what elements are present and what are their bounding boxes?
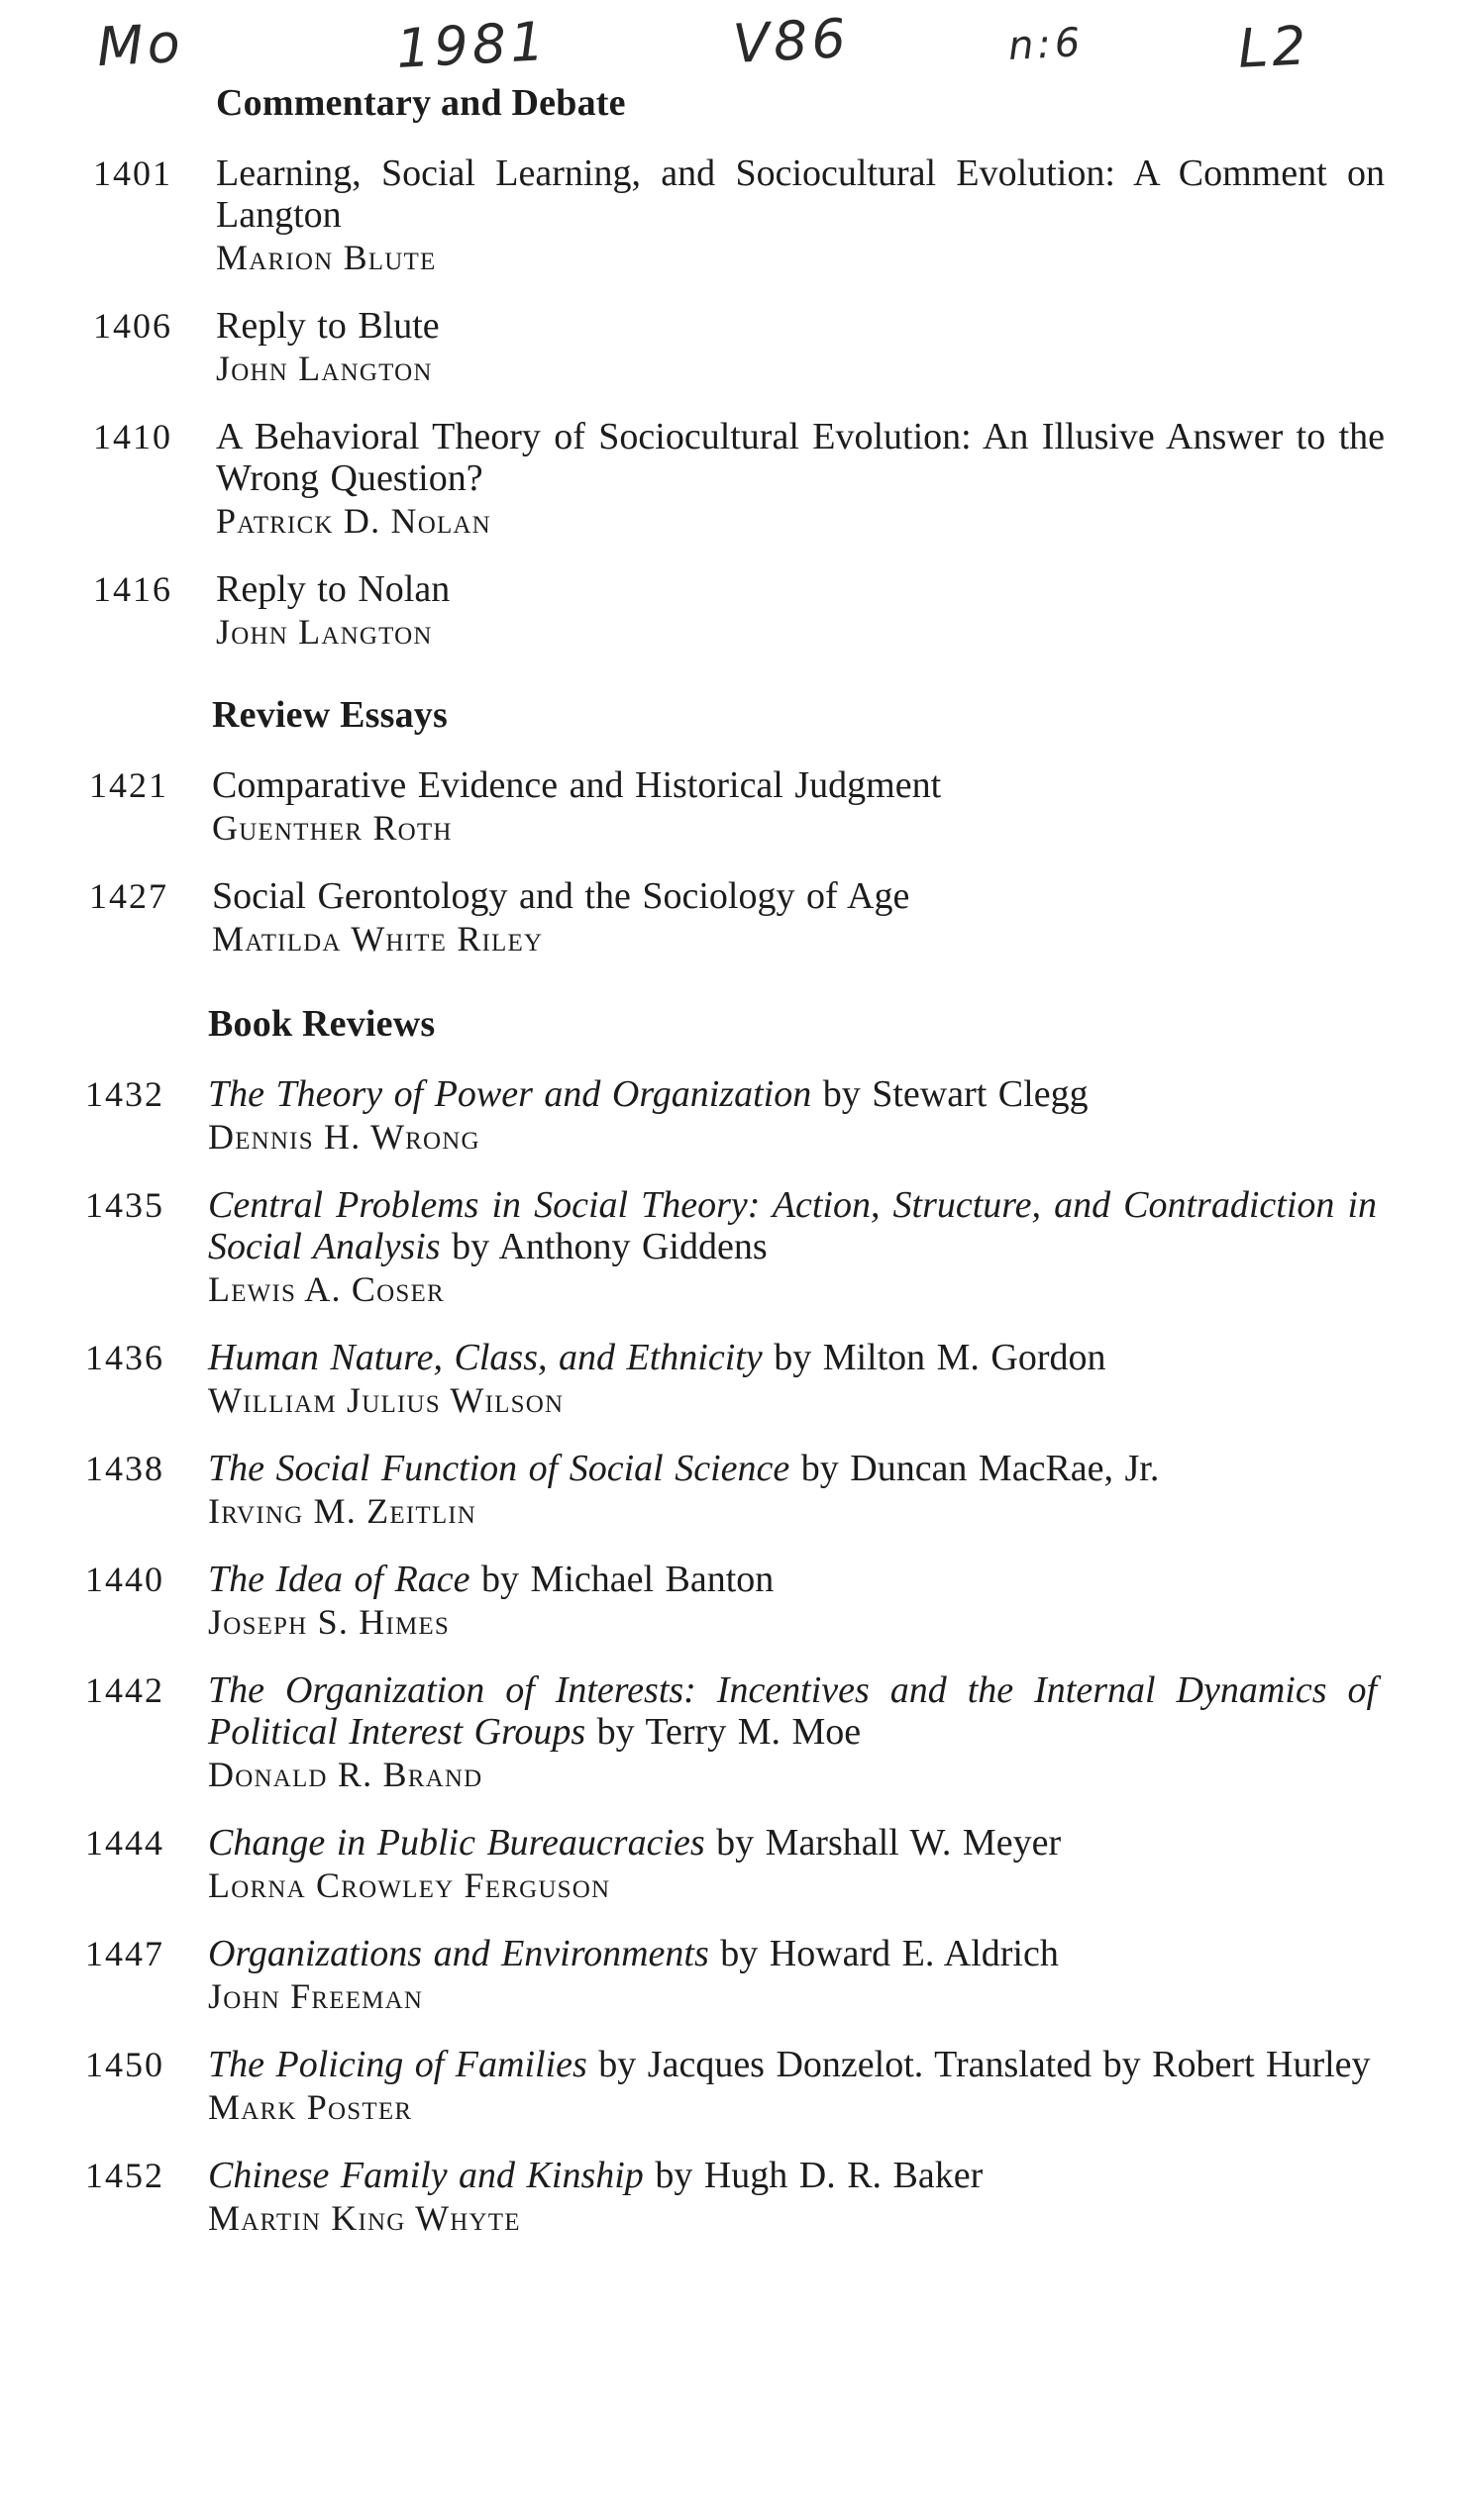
article-author: Patrick D. Nolan bbox=[216, 501, 491, 541]
section-book-reviews bbox=[61, 1002, 1397, 2240]
table-of-contents bbox=[69, 81, 1397, 2266]
book-title: The Social Function of Social Science bbox=[208, 1448, 790, 1489]
article-author: John Langton bbox=[216, 612, 433, 652]
reviewer-name: Martin King Whyte bbox=[208, 2198, 521, 2238]
toc-entry bbox=[61, 2155, 1397, 2240]
reviewer-name: Dennis H. Wrong bbox=[208, 1117, 480, 1157]
book-title: The Idea of Race bbox=[208, 1559, 470, 1600]
handwritten-note: Mo bbox=[95, 11, 186, 79]
book-author: by Howard E. Aldrich bbox=[708, 1933, 1059, 1974]
handwritten-note: 1981 bbox=[394, 10, 550, 80]
review-title bbox=[208, 1822, 1377, 1864]
review-title bbox=[208, 2044, 1377, 2085]
section-commentary-and-debate bbox=[69, 81, 1397, 654]
page-number: 1421 bbox=[89, 765, 168, 805]
reviewer-name: Joseph S. Himes bbox=[208, 1602, 450, 1642]
review-title bbox=[208, 1073, 1377, 1115]
toc-entry bbox=[69, 152, 1397, 279]
review-title bbox=[208, 2155, 1377, 2196]
toc-entry bbox=[69, 416, 1397, 543]
article-title: Comparative Evidence and Historical Judgment bbox=[212, 764, 942, 806]
toc-entry bbox=[61, 1448, 1397, 1533]
section-heading: Commentary and Debate bbox=[216, 82, 626, 124]
page-number: 1401 bbox=[93, 153, 172, 193]
page-number: 1416 bbox=[93, 569, 172, 609]
reviewer-name: John Freeman bbox=[208, 1976, 424, 2016]
handwritten-note: n:6 bbox=[1006, 20, 1086, 69]
book-title: Organizations and Environments bbox=[208, 1933, 709, 1974]
reviewer-name: Irving M. Zeitlin bbox=[208, 1491, 477, 1531]
book-title: The Policing of Families bbox=[208, 2044, 587, 2085]
article-author: Matilda White Riley bbox=[212, 919, 544, 958]
book-title: The Organization of Interests: Incentives and the Internal Dynamics of Political Interest Groups bbox=[208, 1669, 1377, 1753]
review-title bbox=[208, 1184, 1377, 1267]
reviewer-name: Lewis A. Coser bbox=[208, 1269, 445, 1309]
review-title bbox=[208, 1933, 1377, 1974]
article-author: John Langton bbox=[216, 349, 433, 388]
toc-entry bbox=[61, 1669, 1397, 1796]
book-title: Human Nature, Class, and Ethnicity bbox=[208, 1337, 763, 1378]
section-heading: Review Essays bbox=[212, 694, 448, 736]
page-number: 1435 bbox=[85, 1185, 164, 1225]
reviewer-name: Lorna Crowley Ferguson bbox=[208, 1865, 611, 1905]
section-review-essays bbox=[65, 693, 1397, 960]
toc-entry bbox=[61, 2044, 1397, 2129]
handwritten-note: L2 bbox=[1236, 14, 1312, 80]
toc-entry bbox=[61, 1337, 1397, 1422]
reviewer-name: William Julius Wilson bbox=[208, 1380, 565, 1420]
toc-entry bbox=[61, 1933, 1397, 2018]
toc-entry bbox=[65, 764, 1397, 850]
toc-entry bbox=[61, 1559, 1397, 1644]
article-title: Reply to Blute bbox=[216, 305, 440, 347]
toc-entry bbox=[69, 568, 1397, 654]
toc-entry bbox=[69, 305, 1397, 390]
review-title bbox=[208, 1448, 1377, 1489]
article-title: A Behavioral Theory of Sociocultural Evolution: An Illusive Answer to the Wrong Question? bbox=[216, 416, 1385, 499]
handwritten-note: V86 bbox=[731, 6, 852, 76]
section-heading: Book Reviews bbox=[208, 1003, 436, 1045]
page-number: 1447 bbox=[85, 1934, 164, 1973]
book-author: by Terry M. Moe bbox=[585, 1711, 862, 1753]
reviewer-name: Donald R. Brand bbox=[208, 1755, 483, 1794]
book-author: by Stewart Clegg bbox=[811, 1073, 1089, 1115]
article-author: Marion Blute bbox=[216, 238, 437, 277]
article-title: Reply to Nolan bbox=[216, 568, 451, 610]
book-author: by Milton M. Gordon bbox=[762, 1337, 1106, 1378]
page-number: 1436 bbox=[85, 1338, 164, 1377]
toc-entry bbox=[61, 1184, 1397, 1311]
page-number: 1427 bbox=[89, 876, 168, 916]
page-number: 1440 bbox=[85, 1560, 164, 1599]
page-number: 1438 bbox=[85, 1449, 164, 1488]
page-number: 1452 bbox=[85, 2156, 164, 2195]
review-title bbox=[208, 1337, 1377, 1378]
article-title: Social Gerontology and the Sociology of Age bbox=[212, 875, 910, 917]
book-author: by Anthony Giddens bbox=[440, 1226, 768, 1267]
page-number: 1442 bbox=[85, 1670, 164, 1710]
toc-entry bbox=[61, 1822, 1397, 1907]
review-title bbox=[208, 1669, 1377, 1753]
review-title bbox=[208, 1559, 1377, 1600]
book-author: by Hugh D. R. Baker bbox=[643, 2155, 984, 2196]
book-title: Central Problems in Social Theory: Action, Structure, and Contradiction in Social Analysis bbox=[208, 1184, 1377, 1267]
page-number: 1410 bbox=[93, 417, 172, 456]
toc-entry bbox=[61, 1073, 1397, 1159]
book-title: Chinese Family and Kinship bbox=[208, 2155, 644, 2196]
book-author: by Jacques Donzelot. Translated by Robert Hurley bbox=[586, 2044, 1371, 2085]
page-number: 1406 bbox=[93, 306, 172, 346]
page-number: 1432 bbox=[85, 1074, 164, 1114]
book-author: by Duncan MacRae, Jr. bbox=[789, 1448, 1160, 1489]
article-author: Guenther Roth bbox=[212, 808, 453, 848]
book-title: The Theory of Power and Organization bbox=[208, 1073, 812, 1115]
article-title: Learning, Social Learning, and Sociocultural Evolution: A Comment on Langton bbox=[216, 152, 1385, 236]
reviewer-name: Mark Poster bbox=[208, 2087, 413, 2127]
page-number: 1450 bbox=[85, 2045, 164, 2084]
book-author: by Michael Banton bbox=[469, 1559, 775, 1600]
book-title: Change in Public Bureaucracies bbox=[208, 1822, 705, 1864]
book-author: by Marshall W. Meyer bbox=[704, 1822, 1062, 1864]
toc-entry bbox=[65, 875, 1397, 960]
page-number: 1444 bbox=[85, 1823, 164, 1863]
